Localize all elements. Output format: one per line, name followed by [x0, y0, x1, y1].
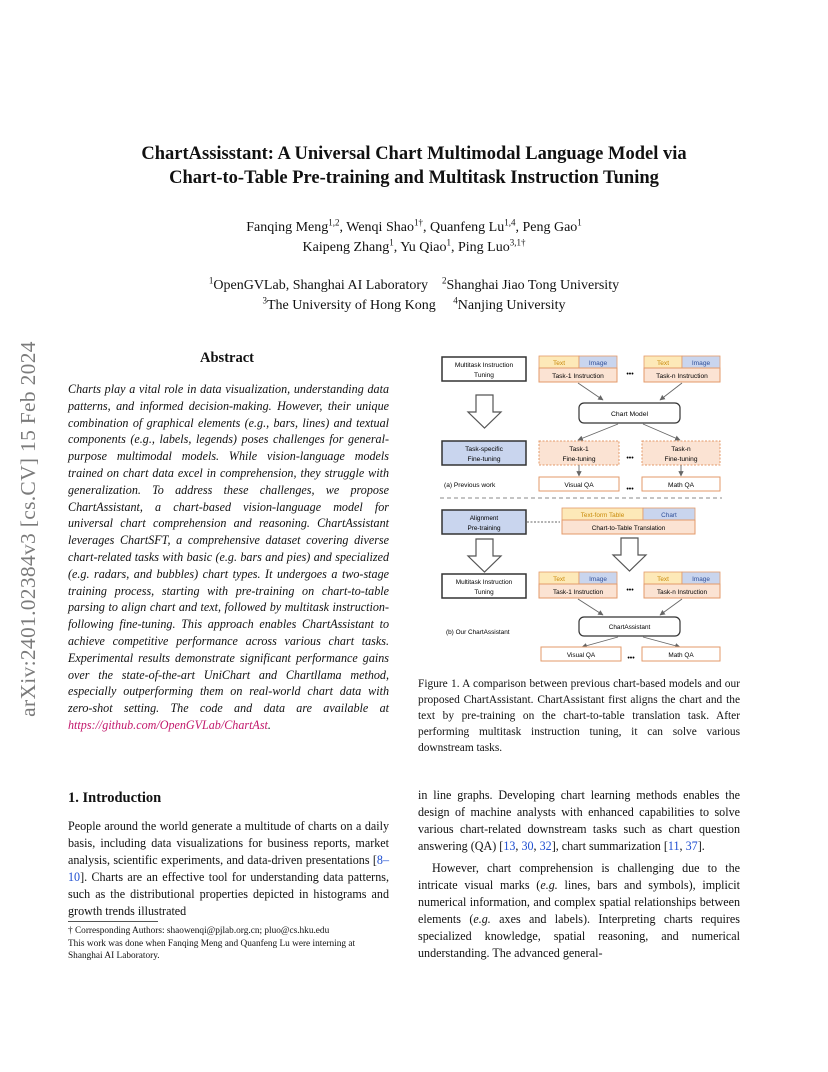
right-paragraph-1: in line graphs. Developing chart learning methods enables the design of machine analysts with enhanced capabilities to solve various chart-related downstream tasks such as chart question answering (QA) [13, 30, 32], chart summarization [11, 37]. — [418, 788, 740, 853]
author-sup: 1 — [446, 237, 451, 248]
citation-link[interactable]: 37 — [685, 839, 698, 853]
text-tag: Text — [552, 360, 566, 367]
task-specific-label: Task-specific — [465, 446, 503, 453]
footnote-line: † Corresponding Authors: shaowenqi@pjlab.org.cn; pluo@cs.hku.edu — [68, 926, 330, 936]
math-qa-label: Math QA — [668, 652, 694, 659]
code-link[interactable]: https://github.com/OpenGVLab/ChartAst — [68, 717, 268, 732]
author-name: Peng Gao — [522, 220, 578, 235]
affiliation: Shanghai Jiao Tong University — [446, 278, 620, 293]
text-tag: Text — [657, 576, 669, 583]
title-line-2: Chart-to-Table Pre-training and Multitask Instruction Tuning — [169, 168, 659, 188]
taskn-instruction-label: Task-n Instruction — [656, 589, 708, 596]
affiliation-list — [60, 276, 768, 316]
section-heading: 1. Introduction — [68, 790, 162, 806]
chartassistant-box — [579, 617, 680, 636]
text-form-table-tag: Text-form Table — [580, 512, 625, 519]
abstract-heading: Abstract — [200, 350, 254, 366]
ellipsis: ••• — [626, 486, 634, 493]
down-arrow-icon — [613, 538, 646, 571]
task1-instruction-label: Task-1 Instruction — [552, 373, 604, 380]
taskn-finetune-label: Fine-tuning — [664, 456, 698, 463]
task-specific-box — [442, 441, 526, 465]
affil-sup: 1 — [208, 275, 214, 286]
task1-finetune-label: Task-1 — [569, 446, 589, 453]
visual-qa-label: Visual QA — [564, 482, 594, 489]
author-name: Fanqing Meng — [246, 220, 329, 235]
author-name: Ping Luo — [457, 240, 510, 255]
multitask-label: Tuning — [474, 589, 494, 596]
image-tag: Image — [691, 360, 711, 367]
affiliation: OpenGVLab, Shanghai AI Laboratory — [213, 278, 428, 293]
multitask-label: Multitask Instruction — [454, 362, 514, 369]
citation-link[interactable]: 11 — [667, 839, 680, 853]
visual-qa-label: Visual QA — [566, 652, 596, 659]
math-qa-label: Math QA — [667, 482, 695, 489]
text-tag: Text — [553, 576, 565, 583]
author-sup: 3,1† — [509, 237, 526, 248]
citation-link[interactable]: 32 — [539, 839, 552, 853]
intro-text: People around the world generate a multitude of charts on a daily basis, including data visualizations for business reports, market analysis, scientific experiments, and data-driven presentations [ — [68, 819, 389, 867]
image-tag: Image — [692, 576, 710, 583]
math-qa-box-b — [642, 647, 720, 661]
right-column-text — [418, 787, 740, 962]
visual-qa-box-a — [539, 477, 619, 491]
intro-text: ]. Charts are an effective tool for understanding data patterns, such as the distributional properties depicted in histograms and growth trends illustrated — [68, 870, 389, 918]
chart-to-table-group — [562, 508, 695, 534]
ellipsis: ••• — [626, 455, 634, 462]
down-arrow-icon — [468, 539, 501, 572]
intro-paragraph — [68, 818, 389, 920]
author-sup: 1 — [577, 217, 582, 228]
abstract-body — [68, 381, 389, 734]
down-arrow-icon — [468, 395, 501, 428]
abstract-text: Charts play a vital role in data visualization, understanding data patterns, and informed decision-making. However, their unique combination of graphical elements (e.g., bars, lines) and textual components (e.g., labels, legends) poses challenges for general-purpose multimodal models. While vision-language models trained on chart data excel in comprehension, they struggle with generalization. To address these challenges, we propose ChartAssistant, a chart-based vision-language model for universal chart comprehension and reasoning. ChartAssistant leverages ChartSFT, a comprehensive dataset covering diverse chart-related tasks with basic (e.g. bars and pies) and specialized (e.g. radars, and bubbles) chart types. It undergoes a two-stage training process, starting with pre-training on chart-to-table parsing to align chart and text, followed by multitask instruction-following fine-tuning. This approach enables ChartAssistant to achieve competitive performance across various chart tasks. Experimental results demonstrate significant performance gains over the state-of-the-art UniChart and Chartllama method, especially outperforming them on real-world chart data with zero-shot setting. The code and data are available at — [68, 382, 389, 716]
taskn-finetune-box — [642, 441, 720, 465]
body-text: ], chart summarization [ — [551, 839, 668, 853]
chartassistant-label: ChartAssistant — [608, 624, 651, 631]
citation-link[interactable]: 30 — [521, 839, 534, 853]
body-text: lines, bars and symbols), implicit numerical information, and complex spatial relationships between elements ( — [418, 878, 740, 926]
footnote-rule — [68, 921, 158, 922]
arxiv-stamp: arXiv:2401.02384v3 [cs.CV] 15 Feb 2024 — [16, 341, 40, 717]
alignment-label: Alignment — [469, 515, 499, 522]
multitask-label: Multitask Instruction — [455, 579, 513, 586]
paper-title — [60, 142, 768, 190]
figure-1-diagram — [438, 352, 726, 664]
task1-instruction-group-b — [539, 572, 617, 598]
body-text: e.g. — [473, 912, 491, 926]
chart-tag: Chart — [661, 512, 677, 519]
chart-model-box — [579, 403, 680, 423]
affiliation: The University of Hong Kong — [267, 298, 436, 313]
author-sup: 1,2 — [328, 217, 340, 228]
alignment-label: Pre-training — [467, 525, 501, 532]
ellipsis: ••• — [626, 371, 634, 378]
abstract-end: . — [267, 717, 271, 732]
image-tag: Image — [588, 360, 608, 367]
multitask-tuning-box-a — [442, 357, 526, 381]
author-sup: 1† — [413, 217, 423, 228]
affil-sup: 4 — [453, 295, 458, 306]
multitask-tuning-box-b — [442, 574, 526, 598]
taskn-instruction-group-b — [644, 572, 720, 598]
visual-qa-box-b — [541, 647, 621, 661]
citation-link[interactable]: 8–10 — [68, 853, 389, 884]
multitask-label: Tuning — [474, 372, 494, 379]
taskn-finetune-label: Task-n — [671, 446, 691, 453]
body-text: ]. — [697, 839, 705, 853]
figure-caption: Figure 1. A comparison between previous chart-based models and our proposed ChartAssistant. ChartAssistant first aligns the chart and the text by pre-training on the chart-to-table translation task. After performing multitask instruction tuning, it can solve various downstream tasks. — [418, 678, 740, 754]
author-name: Kaipeng Zhang — [302, 240, 390, 255]
right-paragraph-2 — [418, 860, 740, 962]
title-line-1: ChartAssisstant: A Universal Chart Multimodal Language Model via — [141, 144, 687, 164]
author-sup: 1,4 — [504, 217, 516, 228]
body-text: in line graphs. Developing chart learning methods enables the design of machine analysts with enhanced capabilities to solve various chart-related downstream tasks such as chart question answering (QA) [ — [418, 788, 740, 853]
body-text: However, chart comprehension is challenging due to the intricate visual marks ( — [418, 861, 740, 892]
task1-instruction-group-a — [539, 356, 617, 382]
task1-finetune-label: Fine-tuning — [562, 456, 596, 463]
author-sup: 1 — [389, 237, 394, 248]
author-name: Wenqi Shao — [346, 220, 414, 235]
chart-model-label: Chart Model — [610, 411, 649, 418]
math-qa-box-a — [642, 477, 720, 491]
body-text: axes and labels). Interpreting charts requires specialized knowledge, spatial reasoning, and numerical understanding. The advanced general- — [418, 912, 740, 960]
affiliation: Nanjing University — [457, 298, 566, 313]
taskn-instruction-group-a — [644, 356, 720, 382]
task-specific-label: Fine-tuning — [467, 456, 501, 463]
body-text: e.g. — [540, 878, 558, 892]
text-tag: Text — [656, 360, 670, 367]
author-name: Yu Qiao — [400, 240, 447, 255]
alignment-box — [442, 510, 526, 534]
author-list: Fanqing Meng$^{1,2}$, Wenqi Shao$^{1\dagger}$, Quanfeng Lu$^{1,4}$, Peng Gao$^1$ Kaipeng Zhang$^1$, Yu Qiao$^1$, Ping Luo$^{3,1\dagger}$ — [246, 217, 582, 255]
footnote-line: This work was done when Fanqing Meng and Quanfeng Lu were interning at Shanghai AI Laboratory. — [68, 938, 356, 961]
c2t-translation-label: Chart-to-Table Translation — [591, 525, 666, 532]
citation-link[interactable]: 13 — [503, 839, 516, 853]
image-tag: Image — [589, 576, 607, 583]
our-chartassistant-label: (b) Our ChartAssistant — [446, 629, 510, 636]
task1-instruction-label: Task-1 Instruction — [552, 589, 604, 596]
task1-finetune-box — [539, 441, 619, 465]
author-name: Quanfeng Lu — [429, 220, 505, 235]
ellipsis: ••• — [627, 655, 635, 662]
previous-work-label: (a) Previous work — [444, 482, 496, 489]
taskn-instruction-label: Task-n Instruction — [656, 373, 708, 380]
affil-sup: 3 — [262, 295, 267, 306]
ellipsis: ••• — [626, 587, 634, 594]
footnote — [68, 925, 389, 963]
affil-sup: 2 — [442, 275, 447, 286]
